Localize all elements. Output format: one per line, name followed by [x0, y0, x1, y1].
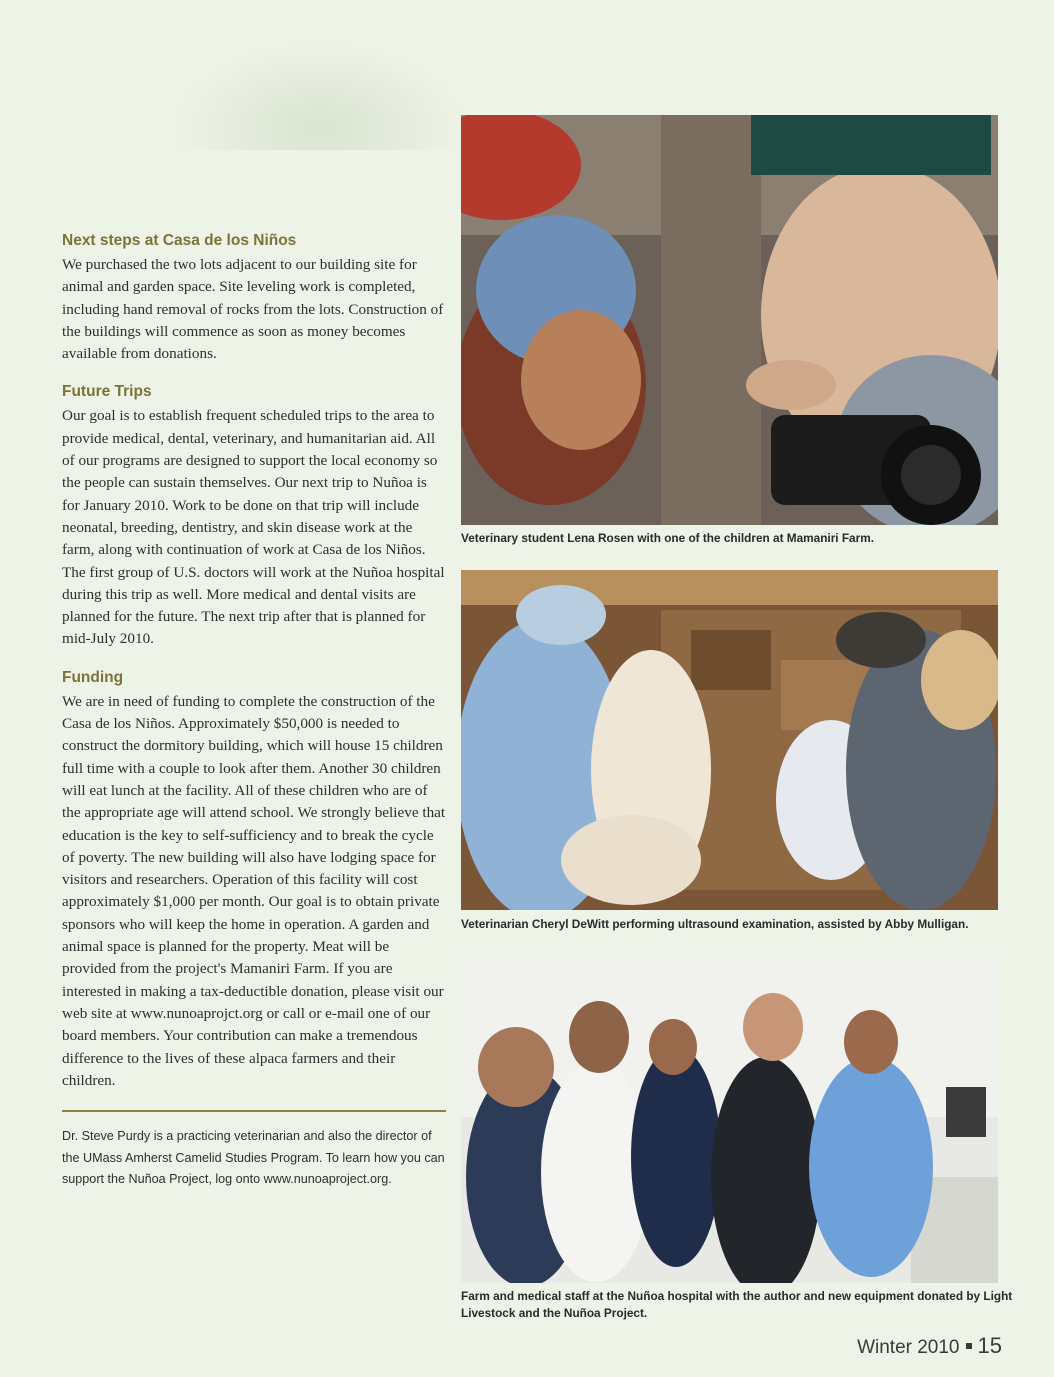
section-body-next-steps: We purchased the two lots adjacent to our building site for animal and garden space. Site leveling work is completed, including hand removal of rocks from the lots. Construction of the buildings will commence as soon as money becomes available from donations.: [62, 256, 444, 363]
section-body-funding: We are in need of funding to complete the construction of the Casa de los Niños. Approximately $50,000 is needed to construct the dormitory building, which will house 15 children full time with a couple to look after them. Another 30 children will eat lunch at the facility. All of these children who are of the appropriate age will attend school. We strongly believe that education is the key to self-sufficiency and to break the cycle of poverty. The new building will also have lodging space for visitors and researchers. Operation of this facility will cost approximately $1,000 per month. Our goal is to obtain private sponsors who will keep the home in operation. A garden and animal space is planned for the property. Meat will be provided from the project's Mamaniri Farm. If you are interested in making a tax-deductible donation, please visit our web site at www.nunoaprojct.org or call or e-mail one of our board members. Your contribution can make a tremendous difference to the lives of these alpaca farmers and their children.: [62, 692, 446, 1089]
photo-caption-3: Farm and medical staff at the Nuñoa hospital with the author and new equipment donated by Light Livestock and the Nuñoa Project.: [461, 1289, 1013, 1320]
footer-bullet-icon: [966, 1343, 972, 1349]
section-body-future-trips: Our goal is to establish frequent scheduled trips to the area to provide medical, dental, veterinary, and humanitarian aid. All of our programs are designed to support the local economy so the people can sustain themselves. Our next trip to Nuñoa is for January 2010. Work to be done on that trip will include neonatal, breeding, dentistry, and skin disease work at the farm, along with continuation of work at Casa de los Niños. The first group of U.S. doctors will work at the Nuñoa hospital during this trip as well. More medical and dental visits are planned for the future. The next trip after that is planned for mid-July 2010.: [62, 407, 445, 648]
photo-hospital-staff: [461, 957, 998, 1283]
page-footer: [857, 1333, 1002, 1359]
photo-student-with-child-image: [461, 115, 998, 525]
article-column: [62, 232, 446, 1191]
issue-label: Winter 2010: [857, 1337, 960, 1358]
section-heading-next-steps: Next steps at Casa de los Niños: [62, 232, 297, 249]
photo-student-with-child: [461, 115, 998, 525]
photo-hospital-staff-image: [461, 957, 998, 1283]
page-number: 15: [977, 1333, 1002, 1358]
section-heading-future-trips: Future Trips: [62, 383, 152, 401]
photo-caption-1: Veterinary student Lena Rosen with one of the children at Mamaniri Farm.: [461, 531, 874, 545]
section-heading-funding: Funding: [62, 668, 124, 686]
author-divider: [62, 1110, 446, 1112]
background-logo-watermark: [170, 40, 470, 150]
photo-caption-2: Veterinarian Cheryl DeWitt performing ultrasound examination, assisted by Abby Mulligan.: [461, 917, 969, 931]
photo-ultrasound-exam-image: [461, 570, 998, 910]
author-bio: Dr. Steve Purdy is a practicing veterinarian and also the director of the UMass Amherst Camelid Studies Program. To learn how you can support the Nuñoa Project, log onto www.nunoaproject.org.: [62, 1129, 445, 1187]
photo-ultrasound-exam: [461, 570, 998, 910]
